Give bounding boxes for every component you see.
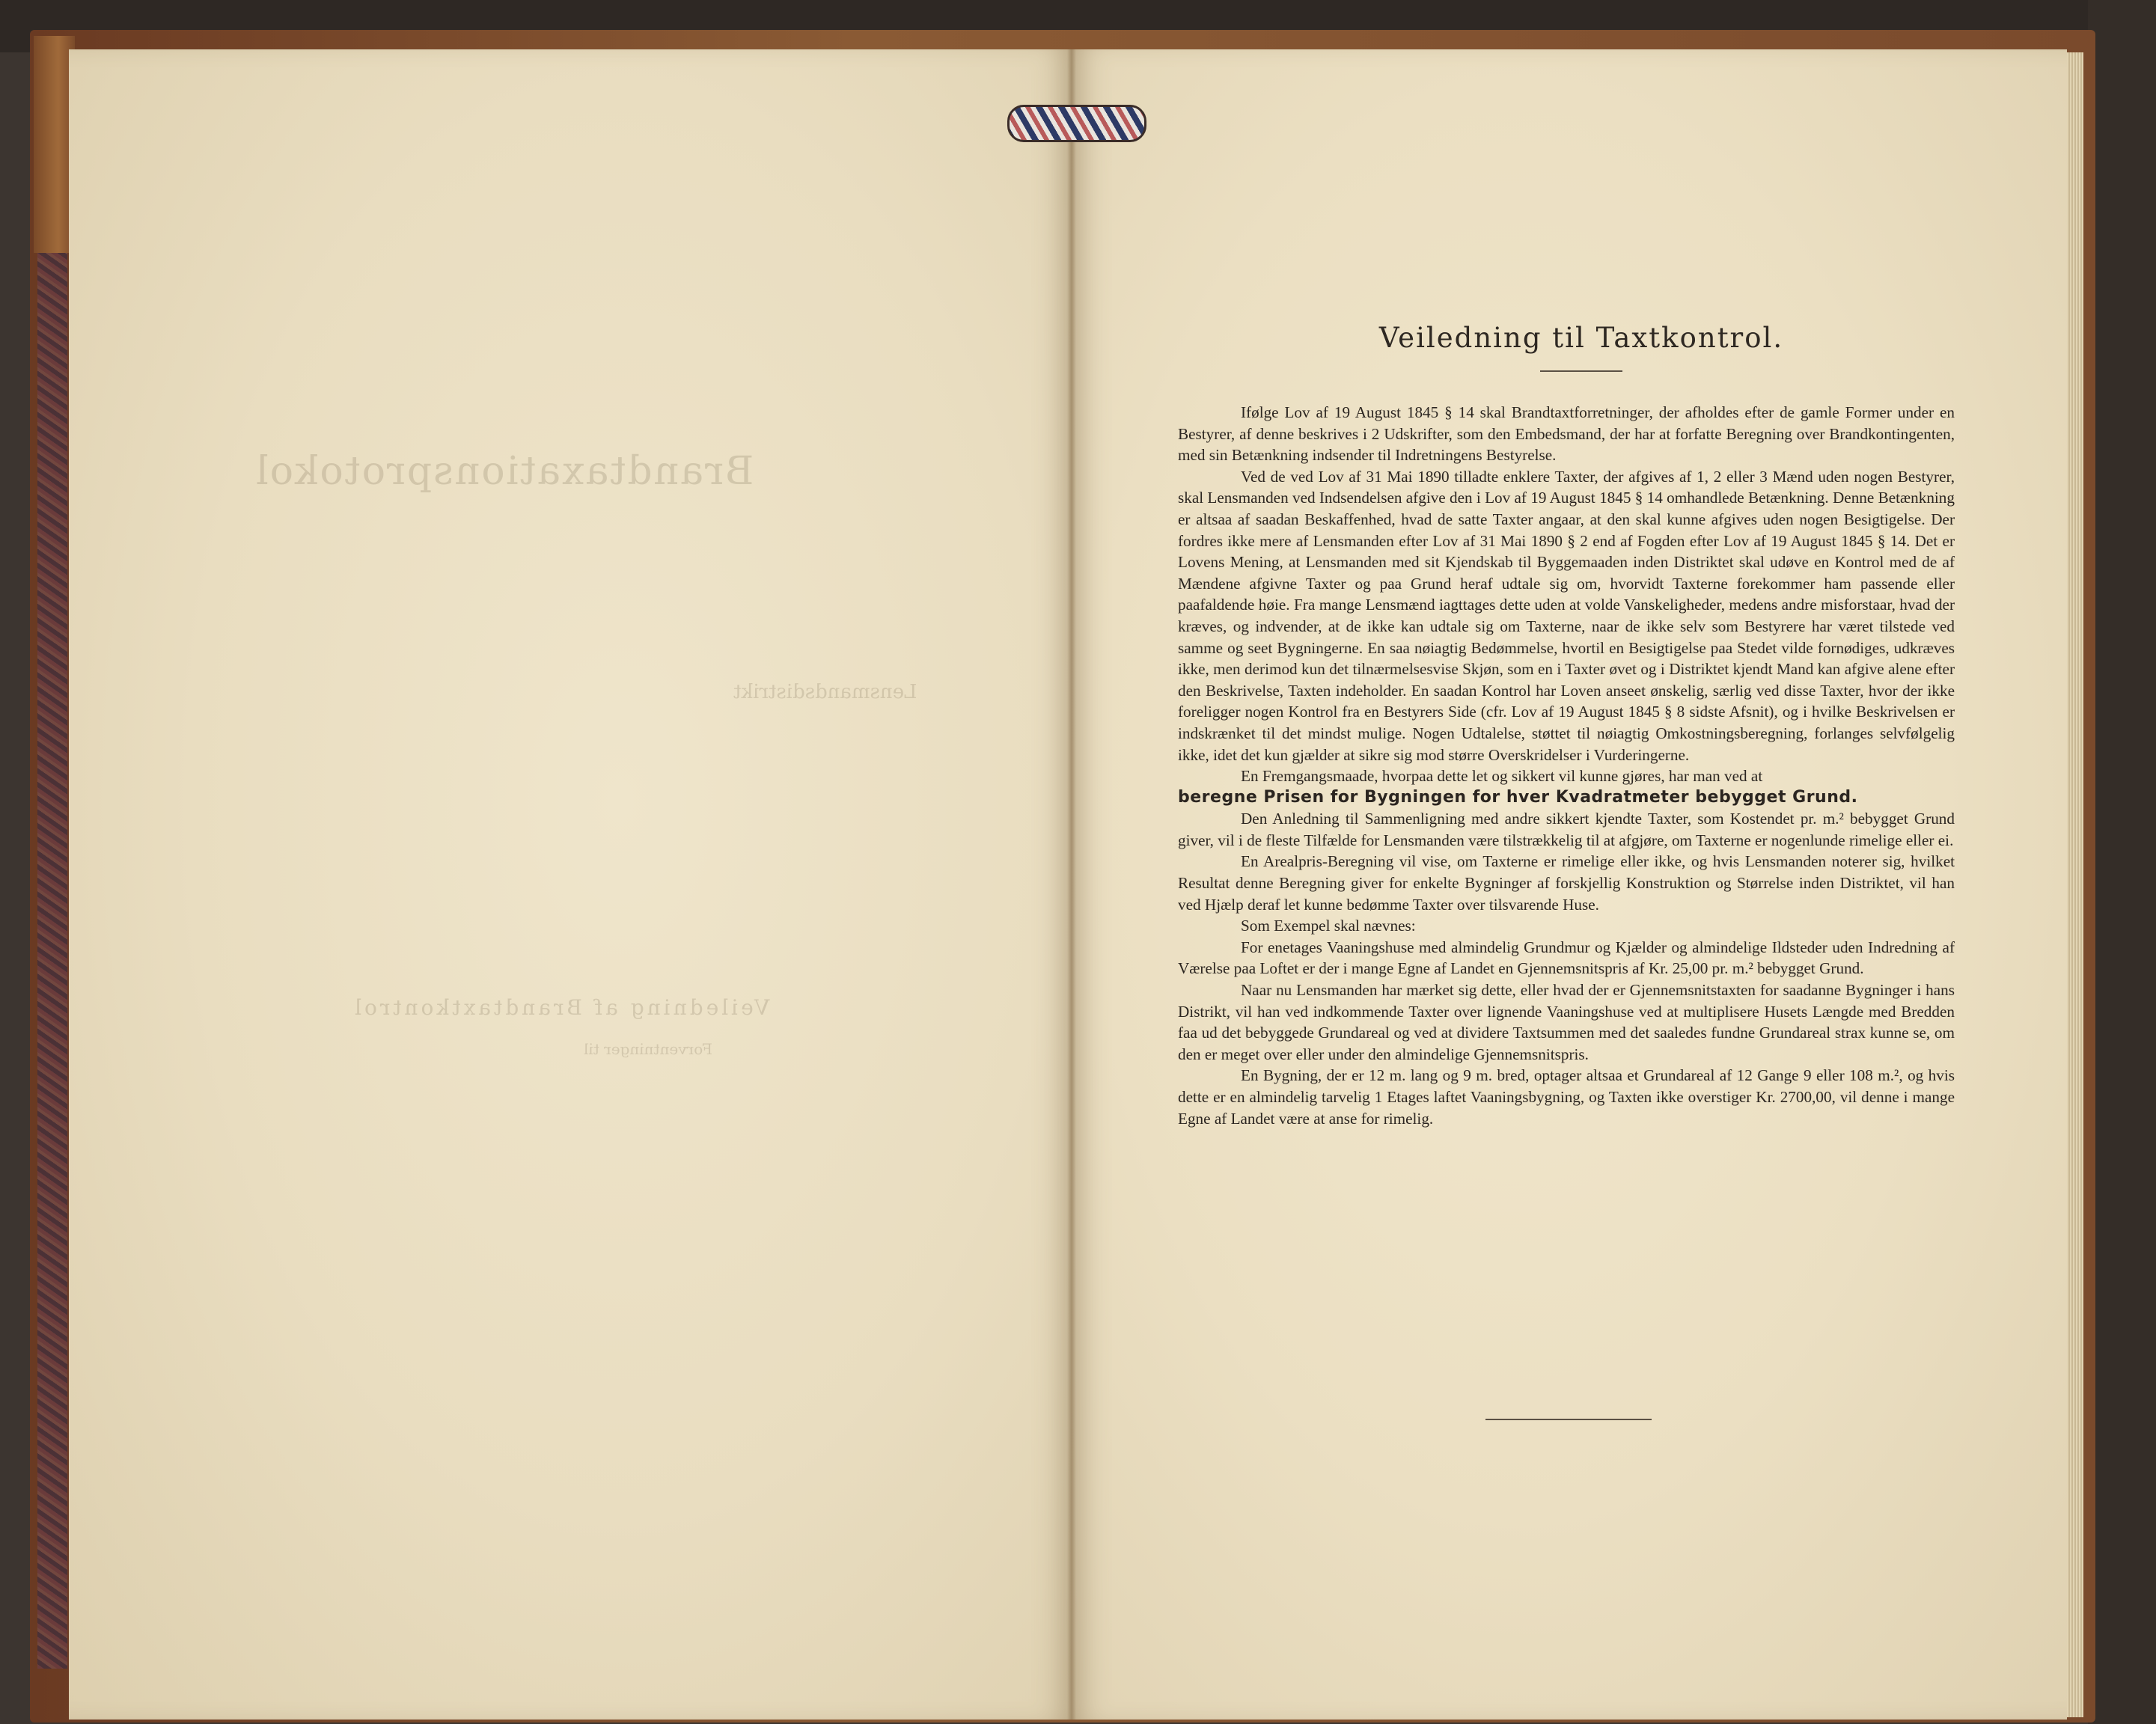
bleed-through-guide: Veiledning af Brandtaxtkontrol [352, 995, 770, 1020]
document-text [1178, 322, 1955, 1129]
marbled-spine-edge [37, 247, 67, 1669]
binding-thread [1007, 105, 1146, 142]
bleed-through-title: Brandtaxationsprotokol [254, 449, 754, 494]
backdrop-right [2088, 0, 2156, 1724]
paragraph: Som Exempel skal nævnes: [1241, 917, 1416, 935]
bleed-through-note: Forventninger til [584, 1040, 712, 1058]
book-gutter [1067, 49, 1076, 1720]
body-text [1178, 402, 1955, 1129]
example-paragraph: For enetages Vaaningshuse med almindelig Grundmur og Kjælder og almindelige Ildsteder uden Indredning af Værelse paa Loftet er der i mange Egne af Landet en Gjennemsnitspris af Kr. 25,00 pr. m.² bebygget Grund. [1178, 938, 1955, 978]
end-divider [1485, 1419, 1652, 1420]
page-edges [2067, 52, 2083, 1717]
paragraph: En Arealpris-Beregning vil vise, om Taxterne er rimelige eller ikke, og hvis Lensmanden noterer sig, hvilket Resultat denne Beregning giver for enkelte Bygninger af forskjellig Konstruktion og Størrelse inden Distriktet, vil han ved Hjælp deraf let kunne bedømme Taxter over tilsvarende Huse. [1178, 852, 1955, 914]
paragraph: En Fremgangsmaade, hvorpaa dette let og sikkert vil kunne gjøres, har man ved at [1241, 767, 1763, 786]
bold-statement: beregne Prisen for Bygningen for hver Kvadratmeter bebygget Grund. [1178, 787, 1858, 807]
paragraph: Ved de ved Lov af 31 Mai 1890 tilladte enklere Taxter, der afgives af 1, 2 eller 3 Mænd uden nogen Bestyrer, skal Lensmanden ved Indsendelsen afgive den i Lov af 19 August 1845 § 14 omhandlede Betænkning. Denne Betænkning er altsaa af saadan Beskaffenhed, hvad de satte Taxter angaar, at den skal kunne afgives uden nogen Besigtigelse. Der fordres ikke mere af Lensmanden efter Lov af 31 Mai 1890 § 2 end af Fogden efter Lov af 19 August 1845 § 14. Det er Lovens Mening, at Lensmanden med sit Kjendskab til Byggemaaden inden Distriktet skal udøve en Kontrol med de af Mændene afgivne Taxter og paa Grund heraf udtale sig om, hvorvidt Taxterne forekommer ham passende eller paafaldende høie. Fra mange Lensmænd iagttages dette uden at volde Vanskeligheder, medens andre misforstaar, hvad der kræves, og indvender, at de ikke kan udtale sig om Taxterne, naar de ikke selv som Bestyrere har været tilstede ved samme og seet Bygningerne. En saa nøiagtig Bedømmelse, hvortil en Besigtigelse paa Stedet vilde fornødiges, udkræves ikke, men derimod kun det tilnærmelsesvise Skjøn, som en i Taxter øvet og i Distriktet kjendt Mand kan afgive alene efter den Beskrivelse, Taxten indeholder. En saadan Kontrol har Loven anseet ønskelig, særlig ved disse Taxter, hvor der ikke foreligger nogen Kontrol fra en Bestyrers Side (cfr. Lov af 19 August 1845 § 8 sidste Afsnit), og i hvilke Beskrivelsen er indskrænket til det mindst mulige. Nogen Udtalelse, støttet til nøiagtig Omkostningsberegning, forlanges selvfølgelig ikke, idet det kun gjælder at sikre sig mod større Overskridelser i Vurderingerne. [1178, 467, 1955, 764]
page-title: Veiledning til Taxtkontrol. [1378, 322, 1784, 354]
title-divider [1540, 370, 1622, 372]
paragraph: Ifølge Lov af 19 August 1845 § 14 skal Brandtaxtforretninger, der afholdes efter de gamle Former under en Bestyrer, af denne beskrives i 2 Udskrifter, som den Embedsmand, der har at forfatte Beregning over Brandkontingenten, med sin Betænkning indsender til Indretningens Bestyrelse. [1178, 403, 1955, 465]
paragraph: Naar nu Lensmanden har mærket sig dette, eller hvad der er Gjennemsnitstaxten for saadanne Bygninger i hans Distrikt, vil han ved indkommende Taxter over lignende Vaaningshuse ved at multiplisere Husets Længde med Bredden faa ud det bebyggede Grundareal og ved at dividere Taxtsummen med det saaledes fundne Grundareal strax kunne se, om den er meget over eller under den almindelige Gjennemsnitspris. [1178, 981, 1955, 1063]
left-page [69, 49, 1072, 1720]
bleed-through-district: Lensmandsdistrikt [733, 681, 917, 703]
paragraph: En Bygning, der er 12 m. lang og 9 m. bred, optager altsaa et Grundareal af 12 Gange 9 eller 108 m.², og hvis dette er en almindelig tarvelig 1 Etages laftet Vaaningsbygning, og Taxten ikke overstiger Kr. 2700,00, vil denne i mange Egne af Landet være at anse for rimelig. [1178, 1066, 1955, 1128]
paragraph: Den Anledning til Sammenligning med andre sikkert kjendte Taxter, som Kostendet pr. m.² bebygget Grund giver, vil i de fleste Tilfælde for Lensmanden være tilstrækkelig til at afgjøre, om Taxterne er nogenlunde rimelige eller ei. [1178, 810, 1955, 849]
